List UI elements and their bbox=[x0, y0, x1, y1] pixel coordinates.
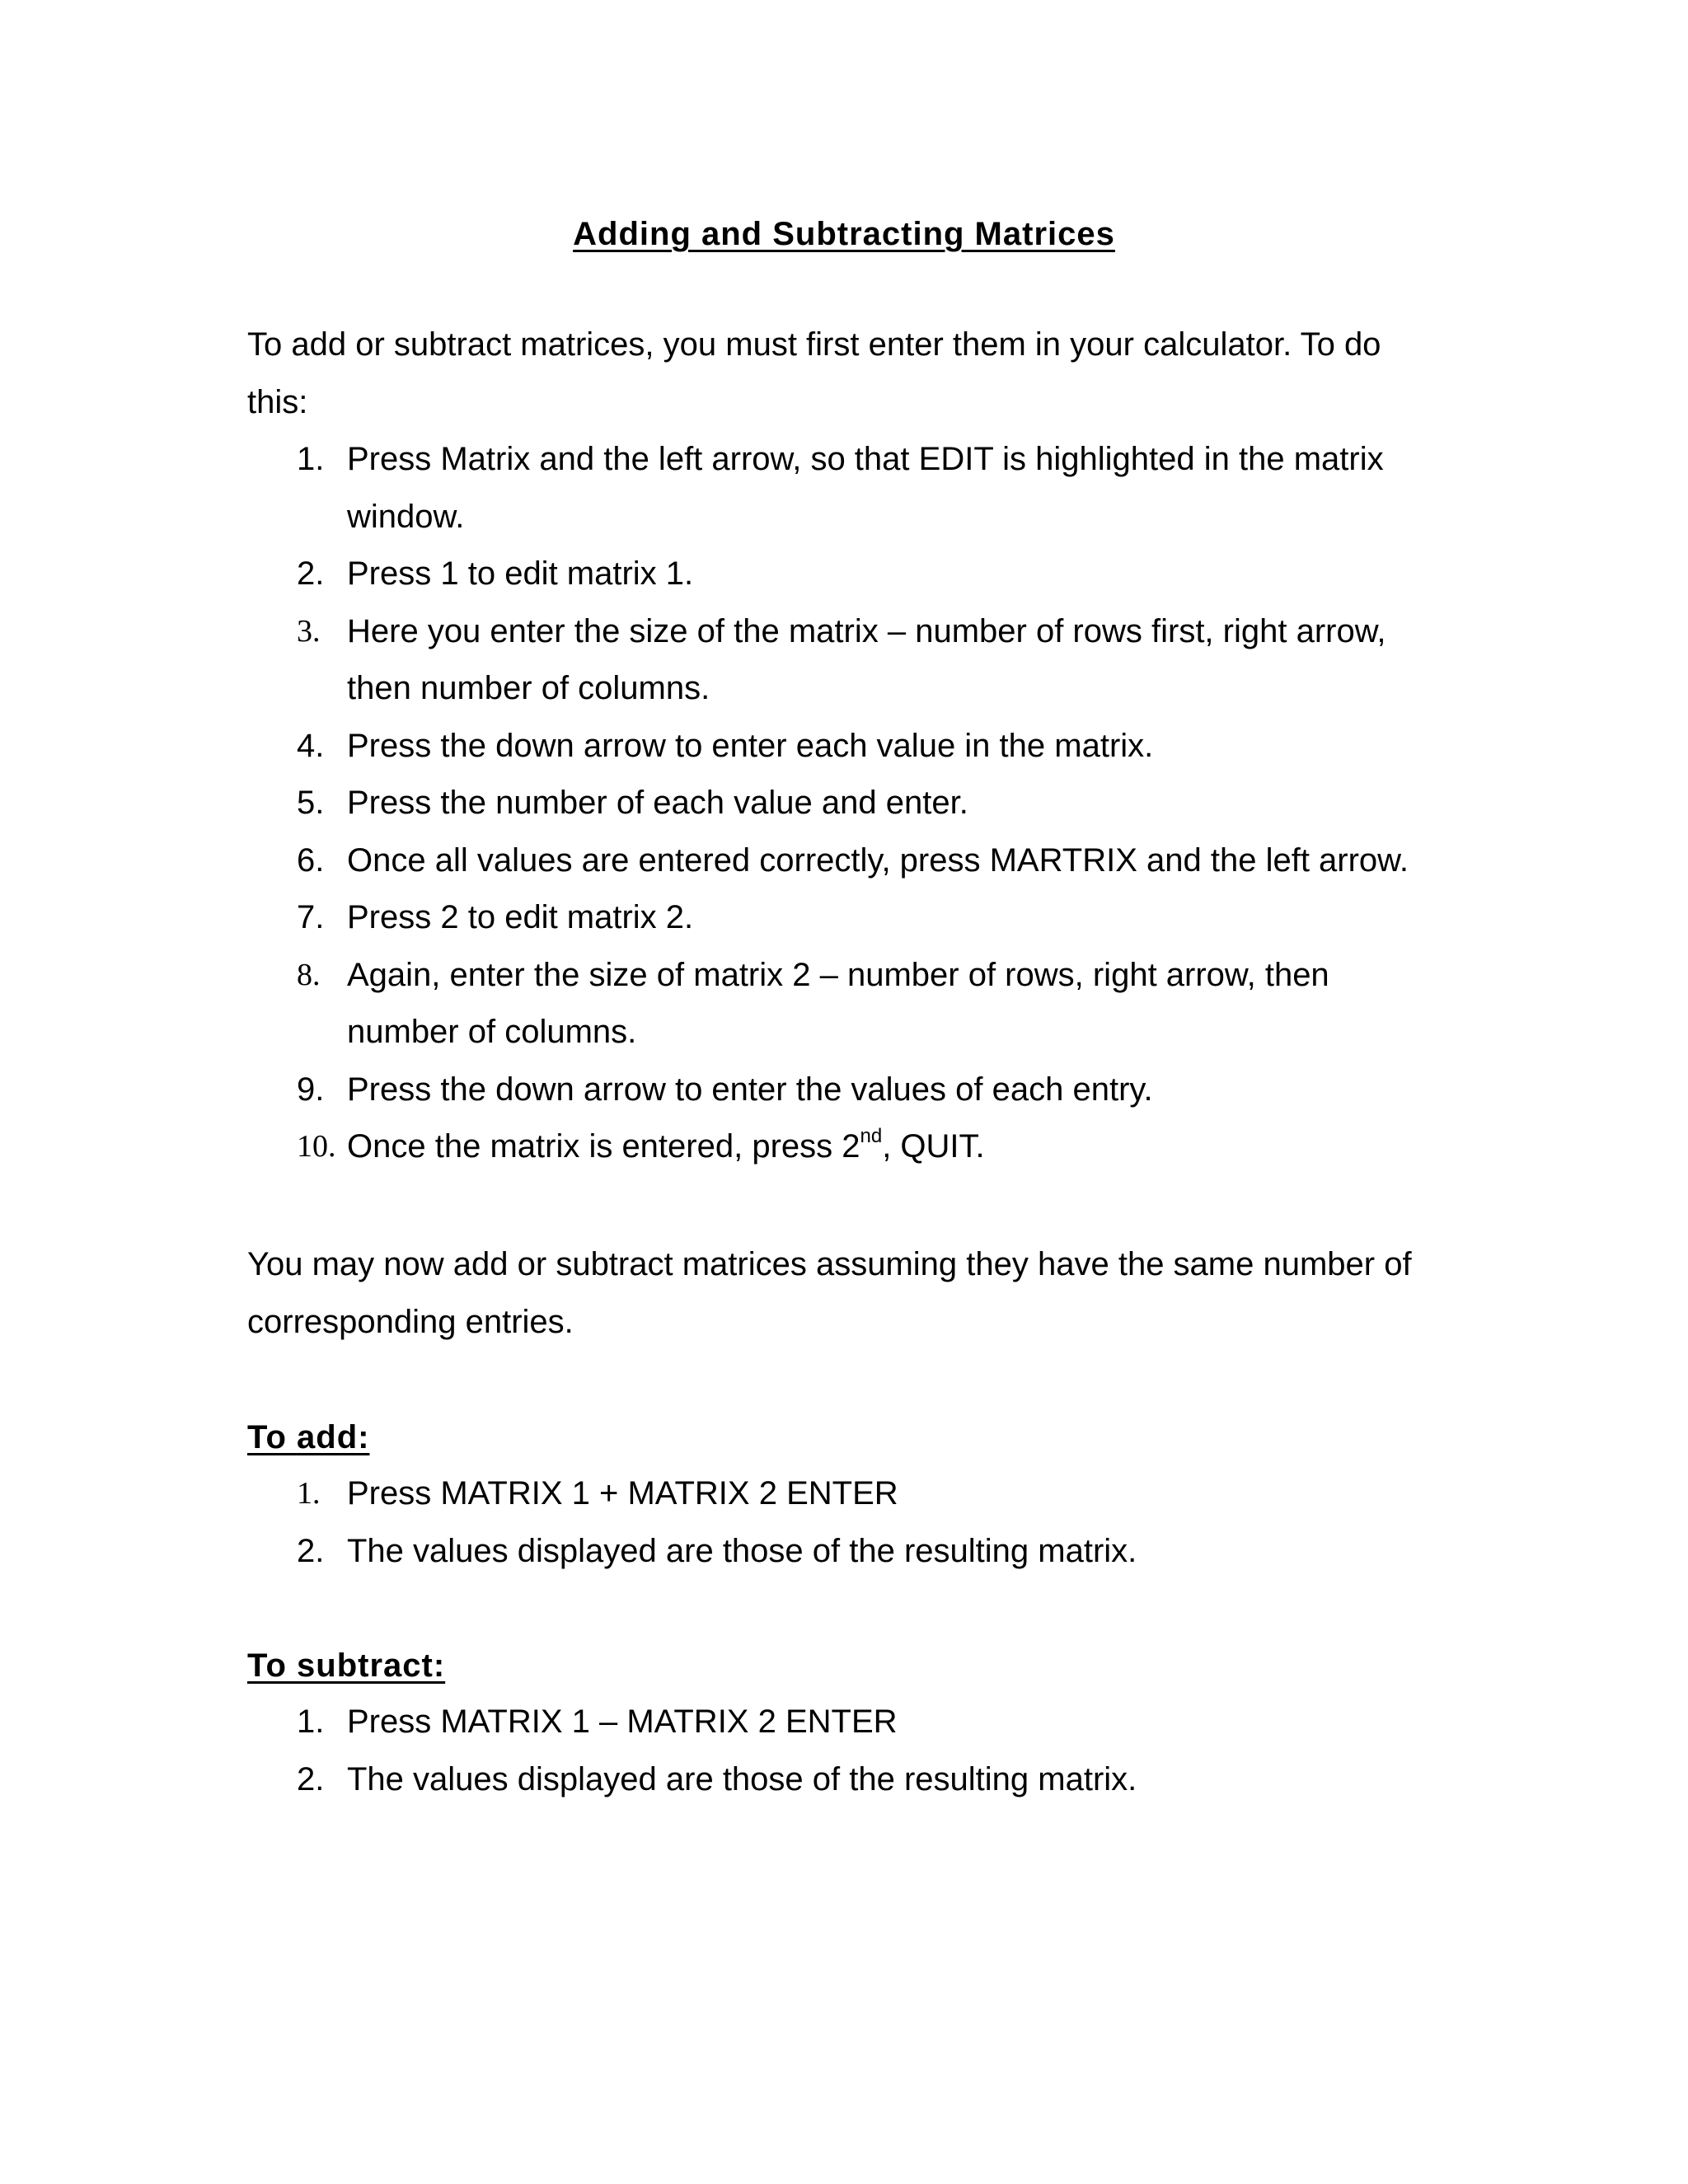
page-title-text: Adding and Subtracting Matrices bbox=[573, 216, 1115, 252]
subtract-steps-list bbox=[247, 1694, 1434, 1808]
list-item-number: 5. bbox=[297, 785, 325, 821]
list-item bbox=[247, 603, 1434, 718]
add-steps-list bbox=[247, 1465, 1434, 1580]
list-item-text: Press Matrix and the left arrow, so that EDIT is highlighted in the matrix window. bbox=[347, 441, 1384, 535]
list-item bbox=[247, 889, 1434, 947]
list-item-number: 2. bbox=[297, 555, 325, 592]
add-heading-text: To add: bbox=[247, 1419, 370, 1455]
list-item bbox=[247, 775, 1434, 832]
list-item bbox=[247, 947, 1434, 1062]
list-item-number: 1. bbox=[297, 1704, 325, 1740]
list-item-number: 4. bbox=[297, 727, 325, 764]
list-item-text: Press MATRIX 1 + MATRIX 2 ENTER bbox=[347, 1475, 898, 1511]
list-item-number: 2. bbox=[297, 1532, 325, 1569]
list-item-text: Press the down arrow to enter the values of each entry. bbox=[347, 1071, 1153, 1108]
list-item-text-after: , QUIT. bbox=[882, 1128, 985, 1165]
list-item-number: 7. bbox=[297, 899, 325, 935]
list-item-number: 3. bbox=[297, 613, 321, 649]
list-item bbox=[247, 718, 1434, 776]
list-item bbox=[247, 1523, 1434, 1581]
list-item-number: 2. bbox=[297, 1760, 325, 1797]
list-item bbox=[247, 546, 1434, 603]
list-item-text: Press the number of each value and enter. bbox=[347, 785, 968, 821]
add-heading bbox=[247, 1416, 369, 1459]
list-item bbox=[247, 1751, 1434, 1809]
list-item bbox=[247, 1062, 1434, 1119]
list-item-text: Once all values are entered correctly, press MARTRIX and the left arrow. bbox=[347, 841, 1409, 879]
list-item-text: The values displayed are those of the resulting matrix. bbox=[347, 1532, 1137, 1569]
list-item-text: Again, enter the size of matrix 2 – number of rows, right arrow, then number of columns. bbox=[347, 956, 1329, 1050]
list-item-text: Press 2 to edit matrix 2. bbox=[347, 899, 694, 935]
list-item-number: 9. bbox=[297, 1071, 325, 1108]
list-item bbox=[247, 1465, 1434, 1523]
list-item bbox=[247, 832, 1434, 890]
list-item-text: Press the down arrow to enter each value in the matrix. bbox=[347, 727, 1154, 764]
list-item bbox=[247, 431, 1434, 546]
subtract-heading-text: To subtract: bbox=[247, 1647, 446, 1684]
list-item-text: The values displayed are those of the resulting matrix. bbox=[347, 1760, 1137, 1797]
list-item-text: Press 1 to edit matrix 1. bbox=[347, 555, 694, 592]
list-item-number: 8. bbox=[297, 957, 321, 992]
page-title bbox=[0, 213, 1688, 255]
entry-steps-list bbox=[247, 431, 1434, 1176]
subtract-heading bbox=[247, 1644, 445, 1687]
list-item-number: 10. bbox=[297, 1129, 336, 1164]
list-item-text-before: Once the matrix is entered, press 2 bbox=[347, 1128, 860, 1165]
list-item bbox=[247, 1118, 1434, 1176]
list-item-number: 1. bbox=[297, 1476, 321, 1511]
list-item-number: 1. bbox=[297, 441, 325, 477]
list-item-number: 6. bbox=[297, 841, 325, 879]
intro-paragraph: To add or subtract matrices, you must first enter them in your calculator. To do this: bbox=[247, 326, 1381, 420]
list-item bbox=[247, 1694, 1434, 1751]
list-item-text: Press MATRIX 1 – MATRIX 2 ENTER bbox=[347, 1704, 898, 1740]
note-paragraph: You may now add or subtract matrices assuming they have the same number of corresponding entries. bbox=[247, 1246, 1412, 1340]
list-item-text: Here you enter the size of the matrix – number of rows first, right arrow, then number of columns. bbox=[347, 612, 1386, 706]
superscript: nd bbox=[860, 1125, 883, 1147]
